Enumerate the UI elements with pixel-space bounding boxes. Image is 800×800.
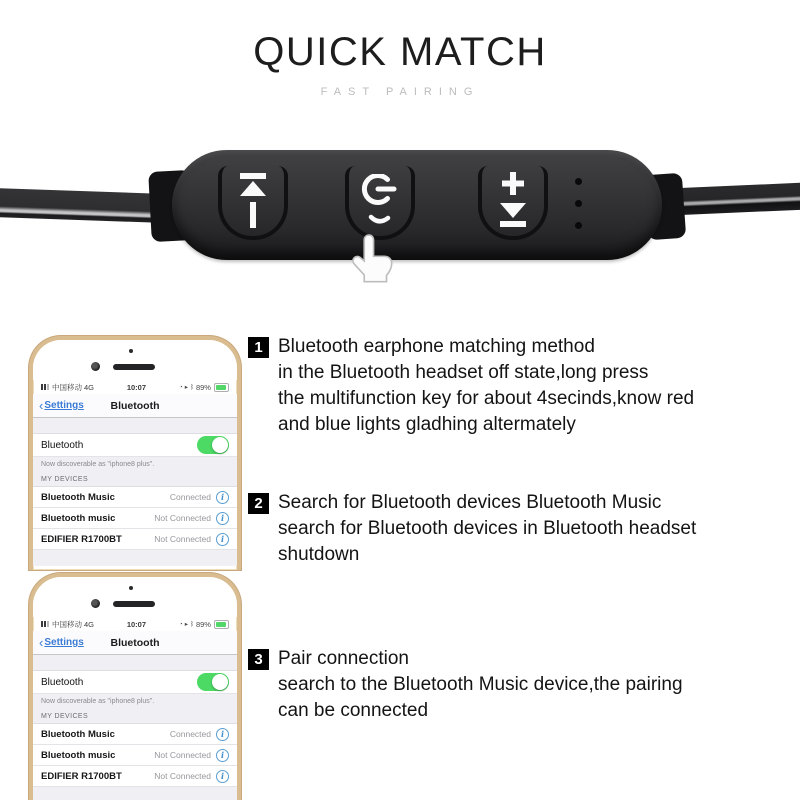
phone-bezel xyxy=(33,577,237,617)
page-subtitle: FAST PAIRING xyxy=(320,86,480,98)
clock: 10:07 xyxy=(126,619,147,629)
back-label: Settings xyxy=(44,637,84,648)
earpiece-speaker xyxy=(113,601,155,607)
led-microphone-dots xyxy=(575,178,582,229)
back-label: Settings xyxy=(44,400,84,411)
orientation-lock-icon: ◔ xyxy=(178,383,183,391)
carrier-label: 中国移动 xyxy=(52,382,82,392)
device-status: Connected xyxy=(169,492,211,502)
device-name: Bluetooth Music xyxy=(41,728,115,740)
nav-bar xyxy=(33,394,237,418)
network-label: 4G xyxy=(84,382,95,392)
section-spacer xyxy=(33,655,237,671)
carrier-info xyxy=(41,619,94,630)
step-line: can be connected xyxy=(278,700,429,721)
bluetooth-label: Bluetooth xyxy=(41,676,84,688)
back-chevron-icon: ‹ xyxy=(39,634,44,650)
step-line: Bluetooth earphone matching method xyxy=(278,336,595,357)
list-footer-spacer xyxy=(33,787,237,800)
bluetooth-toggle-row xyxy=(33,434,237,457)
bluetooth-toggle[interactable] xyxy=(197,673,229,691)
page-title: QUICK MATCH xyxy=(253,30,547,74)
device-row-bluetooth-music[interactable] xyxy=(33,724,237,745)
section-spacer xyxy=(33,418,237,434)
back-to-settings-link[interactable] xyxy=(39,634,84,650)
device-status: Not Connected xyxy=(154,771,211,781)
instruction-step-3 xyxy=(248,646,683,724)
iphone-screenshot-2 xyxy=(29,573,241,800)
step-line: the multifunction key for about 4secinds,know red xyxy=(278,388,695,409)
orientation-lock-icon: ◔ xyxy=(178,620,183,628)
discoverable-text: Now discoverable as "iphone8 plus". xyxy=(41,461,155,468)
volume-next-track-icon xyxy=(498,172,528,230)
device-name: EDIFIER R1700BT xyxy=(41,770,122,782)
bluetooth-toggle-row xyxy=(33,671,237,694)
earpiece-speaker xyxy=(113,364,155,370)
step-line: search to the Bluetooth Music device,the pairing xyxy=(278,674,683,695)
bluetooth-toggle[interactable] xyxy=(197,436,229,454)
step-line: and blue lights gladhing altermately xyxy=(278,414,576,435)
bluetooth-icon: ᛒ xyxy=(190,620,194,628)
power-icon xyxy=(361,174,399,228)
status-icons xyxy=(179,383,229,392)
my-devices-header: MY DEVICES xyxy=(41,476,89,483)
device-row-edifier[interactable] xyxy=(33,766,237,787)
front-camera xyxy=(91,599,100,608)
info-icon[interactable]: i xyxy=(216,512,229,525)
back-to-settings-link[interactable] xyxy=(39,397,84,413)
multifunction-power-button xyxy=(345,166,415,240)
info-icon[interactable]: i xyxy=(216,728,229,741)
network-label: 4G xyxy=(84,619,95,629)
device-row-bluetooth-music-2[interactable] xyxy=(33,508,237,529)
bluetooth-icon: ᛒ xyxy=(190,383,194,391)
location-icon: ▸ xyxy=(184,621,189,628)
clock: 10:07 xyxy=(126,382,147,392)
my-devices-header: MY DEVICES xyxy=(41,713,89,720)
carrier-label: 中国移动 xyxy=(52,619,82,629)
bluetooth-label: Bluetooth xyxy=(41,439,84,451)
info-icon[interactable]: i xyxy=(216,533,229,546)
pod-dot xyxy=(575,200,582,207)
discoverable-section xyxy=(33,457,237,487)
step-text xyxy=(278,334,694,438)
device-name: Bluetooth Music xyxy=(41,491,115,503)
step-number-badge: 3 xyxy=(248,649,269,670)
carrier-info xyxy=(41,382,94,393)
pod-dot xyxy=(575,178,582,185)
toggle-knob xyxy=(212,437,228,453)
toggle-knob xyxy=(212,674,228,690)
signal-icon xyxy=(41,384,50,390)
back-chevron-icon: ‹ xyxy=(39,397,44,413)
step-number-badge: 1 xyxy=(248,337,269,358)
status-icons xyxy=(179,620,229,629)
signal-icon xyxy=(41,621,50,627)
step-line: Search for Bluetooth devices Bluetooth Music xyxy=(278,492,662,513)
proximity-sensor-dot xyxy=(129,349,133,353)
info-icon[interactable]: i xyxy=(216,770,229,783)
status-bar xyxy=(33,380,237,394)
battery-icon xyxy=(214,620,229,629)
iphone-screenshot-1 xyxy=(29,336,241,570)
previous-track-button xyxy=(218,166,288,240)
device-row-bluetooth-music[interactable] xyxy=(33,487,237,508)
battery-percent: 89% xyxy=(195,619,211,629)
step-line: in the Bluetooth headset off state,long press xyxy=(278,362,649,383)
device-row-bluetooth-music-2[interactable] xyxy=(33,745,237,766)
nav-title: Bluetooth xyxy=(110,399,160,412)
step-line: shutdown xyxy=(278,544,360,565)
instruction-step-1 xyxy=(248,334,694,438)
step-line: Pair connection xyxy=(278,648,409,669)
device-status: Not Connected xyxy=(154,750,211,760)
location-icon: ▸ xyxy=(184,384,189,391)
device-status: Not Connected xyxy=(154,534,211,544)
discoverable-text: Now discoverable as "iphone8 plus". xyxy=(41,698,155,705)
device-name: EDIFIER R1700BT xyxy=(41,533,122,545)
previous-track-icon xyxy=(238,173,268,229)
device-name: Bluetooth music xyxy=(41,512,116,524)
volume-next-track-button xyxy=(478,166,548,240)
step-number-badge: 2 xyxy=(248,493,269,514)
proximity-sensor-dot xyxy=(129,586,133,590)
status-bar xyxy=(33,617,237,631)
step-text xyxy=(278,646,683,724)
battery-icon xyxy=(214,383,229,392)
device-status: Not Connected xyxy=(154,513,211,523)
info-icon[interactable]: i xyxy=(216,749,229,762)
battery-percent: 89% xyxy=(195,382,211,392)
hand-cursor-icon xyxy=(349,233,395,291)
device-status: Connected xyxy=(169,729,211,739)
step-text xyxy=(278,490,696,568)
discoverable-section xyxy=(33,694,237,724)
nav-title: Bluetooth xyxy=(110,636,160,649)
device-name: Bluetooth music xyxy=(41,749,116,761)
pod-dot xyxy=(575,222,582,229)
device-row-edifier[interactable] xyxy=(33,529,237,550)
remote-control-pod xyxy=(172,150,662,260)
list-footer-spacer xyxy=(33,550,237,566)
front-camera xyxy=(91,362,100,371)
nav-bar xyxy=(33,631,237,655)
step-line: search for Bluetooth devices in Bluetooth headset xyxy=(278,518,697,539)
phone-bezel xyxy=(33,340,237,380)
info-icon[interactable]: i xyxy=(216,491,229,504)
instruction-step-2 xyxy=(248,490,696,568)
